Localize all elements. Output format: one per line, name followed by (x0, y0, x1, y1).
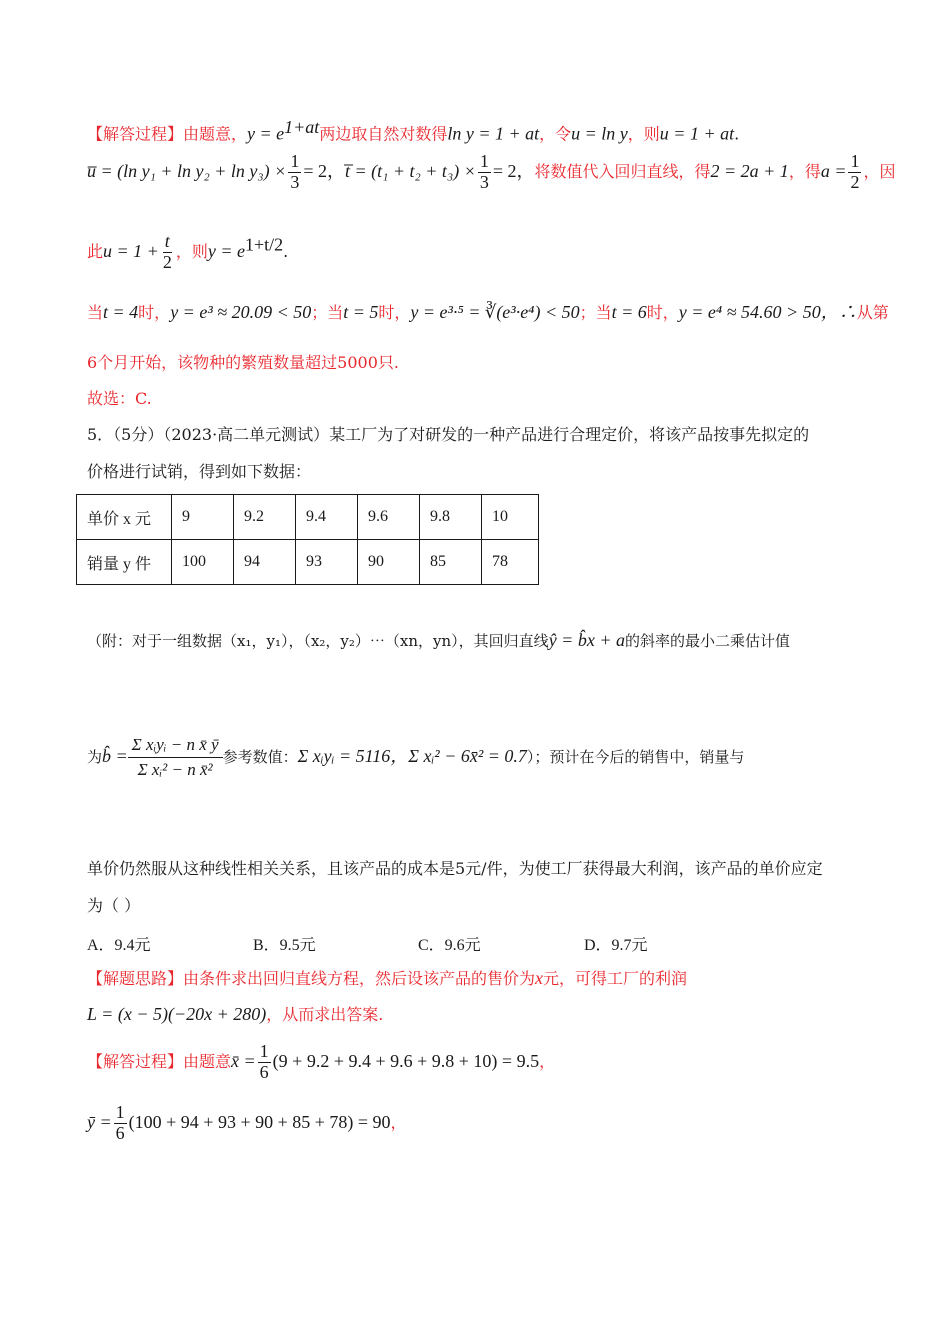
table-cell: 9.4 (296, 495, 358, 540)
process-tag: 【解答过程】 (87, 1051, 184, 1071)
least-squares-formula: $\frac{\text{Σ xᵢyᵢ − n x̄ ȳ}}{\text{Σ xᵢ² − n x̄²}}$ (128, 735, 223, 781)
table-cell: 94 (234, 540, 296, 585)
data-table (76, 494, 539, 585)
note-line-1: （附：对于一组数据（x₁，y₁），（x₂，y₂）⋯（xn，yn），其回归直线ŷ = b̂x + a的斜率的最小二乘估计值 (87, 630, 790, 650)
fraction-one-half: $\frac{1}{2}$ (850, 151, 860, 192)
fraction-one-sixth: $\frac{1}{6}$ (259, 1041, 269, 1082)
solution-line-4: 当t = 4时，y = e³ ≈ 20.09 < 50；当t = 5时，y = e³·⁵ = ∛(e³·e⁴) < 50；当t = 6时，y = e⁴ ≈ 54.60 > 50，∴从第 (87, 302, 889, 322)
question-line-2: 价格进行试销，得到如下数据： (87, 462, 312, 481)
table-cell: 9 (172, 495, 234, 540)
solution-line-1: 【解答过程】由题意，$y = e^{1+at}$两边取自然对数得ln y = 1 + at，令u = ln y，则u = 1 + at. (87, 117, 740, 144)
note-line-2: 为b̂ = $\frac{\text{Σ xᵢyᵢ − n x̄ ȳ}}{\text{Σ xᵢ² − n x̄²}}$ 参考数值：Σ xᵢyᵢ = 5116，Σ xᵢ² − 6x̄² = 0.7）；预计在今后的销售中，销量与 (87, 735, 745, 780)
solution-line-5: 6个月开始，该物种的繁殖数量超过5000只. (87, 353, 399, 372)
option-d[interactable]: D．9.7元 (584, 937, 648, 954)
table-cell: 9.8 (420, 495, 482, 540)
fraction-t-half: $\frac{t}{2}$ (162, 231, 172, 272)
solution-tag: 【解答过程】 (87, 124, 184, 144)
idea-line-1: 【解题思路】由条件求出回归直线方程，然后设该产品的售价为x元，可得工厂的利润 (87, 968, 688, 988)
answer-line: 故选：C. (87, 389, 152, 408)
table-cell: 9.2 (234, 495, 296, 540)
process-line-1: 【解答过程】由题意x̄ = $\frac{1}{6}$ (9 + 9.2 + 9.4 + 9.6 + 9.8 + 10) = 9.5， (87, 1041, 556, 1082)
table-row (77, 540, 539, 585)
table-cell: 10 (482, 495, 539, 540)
table-row (77, 495, 539, 540)
table-cell: 单价 x 元 (77, 495, 172, 540)
table-cell: 90 (358, 540, 420, 585)
table-cell: 93 (296, 540, 358, 585)
table-cell: 78 (482, 540, 539, 585)
fraction-one-third: $\frac{1}{3}$ (290, 151, 300, 192)
solution-line-2: u̅ = (ln y₁ + ln y₂ + ln y₃) × $\frac{1}{3}$ = 2，t̅ = (t₁ + t₂ + t₃) × $\frac{1}{3}$ = 2，将数值代入回归直线，得2 = 2a + 1，得a = $\frac{1}{2}$ ，因 (87, 151, 896, 192)
idea-tag: 【解题思路】 (87, 969, 184, 988)
idea-line-2: L = (x − 5)(−20x + 280)，从而求出答案. (87, 1004, 384, 1024)
table-cell: 100 (172, 540, 234, 585)
table-cell: 销量 y 件 (77, 540, 172, 585)
question-cont-line-2: 为（ ） (87, 896, 141, 915)
question-cont-line-1: 单价仍然服从这种线性相关关系，且该产品的成本是5元/件，为使工厂获得最大利润，该产品的单价应定 (87, 859, 823, 878)
solution-line-3: 此u = 1 + $\frac{t}{2}$ ，则$y = e^{1+t/2}$. (87, 231, 289, 272)
option-a[interactable]: A．9.4元 (87, 937, 151, 954)
fraction-one-third-b: $\frac{1}{3}$ (479, 151, 489, 192)
option-c[interactable]: C．9.6元 (418, 937, 481, 954)
option-b[interactable]: B．9.5元 (253, 937, 316, 954)
question-line-1: 5．（5分）（2023·高二单元测试）某工厂为了对研发的一种产品进行合理定价，将该产品按事先拟定的 (87, 425, 810, 444)
table-cell: 85 (420, 540, 482, 585)
fraction-one-sixth-b: $\frac{1}{6}$ (115, 1102, 125, 1143)
process-line-2: ȳ = $\frac{1}{6}$ (100 + 94 + 93 + 90 + 85 + 78) = 90， (87, 1102, 407, 1143)
table-cell: 9.6 (358, 495, 420, 540)
